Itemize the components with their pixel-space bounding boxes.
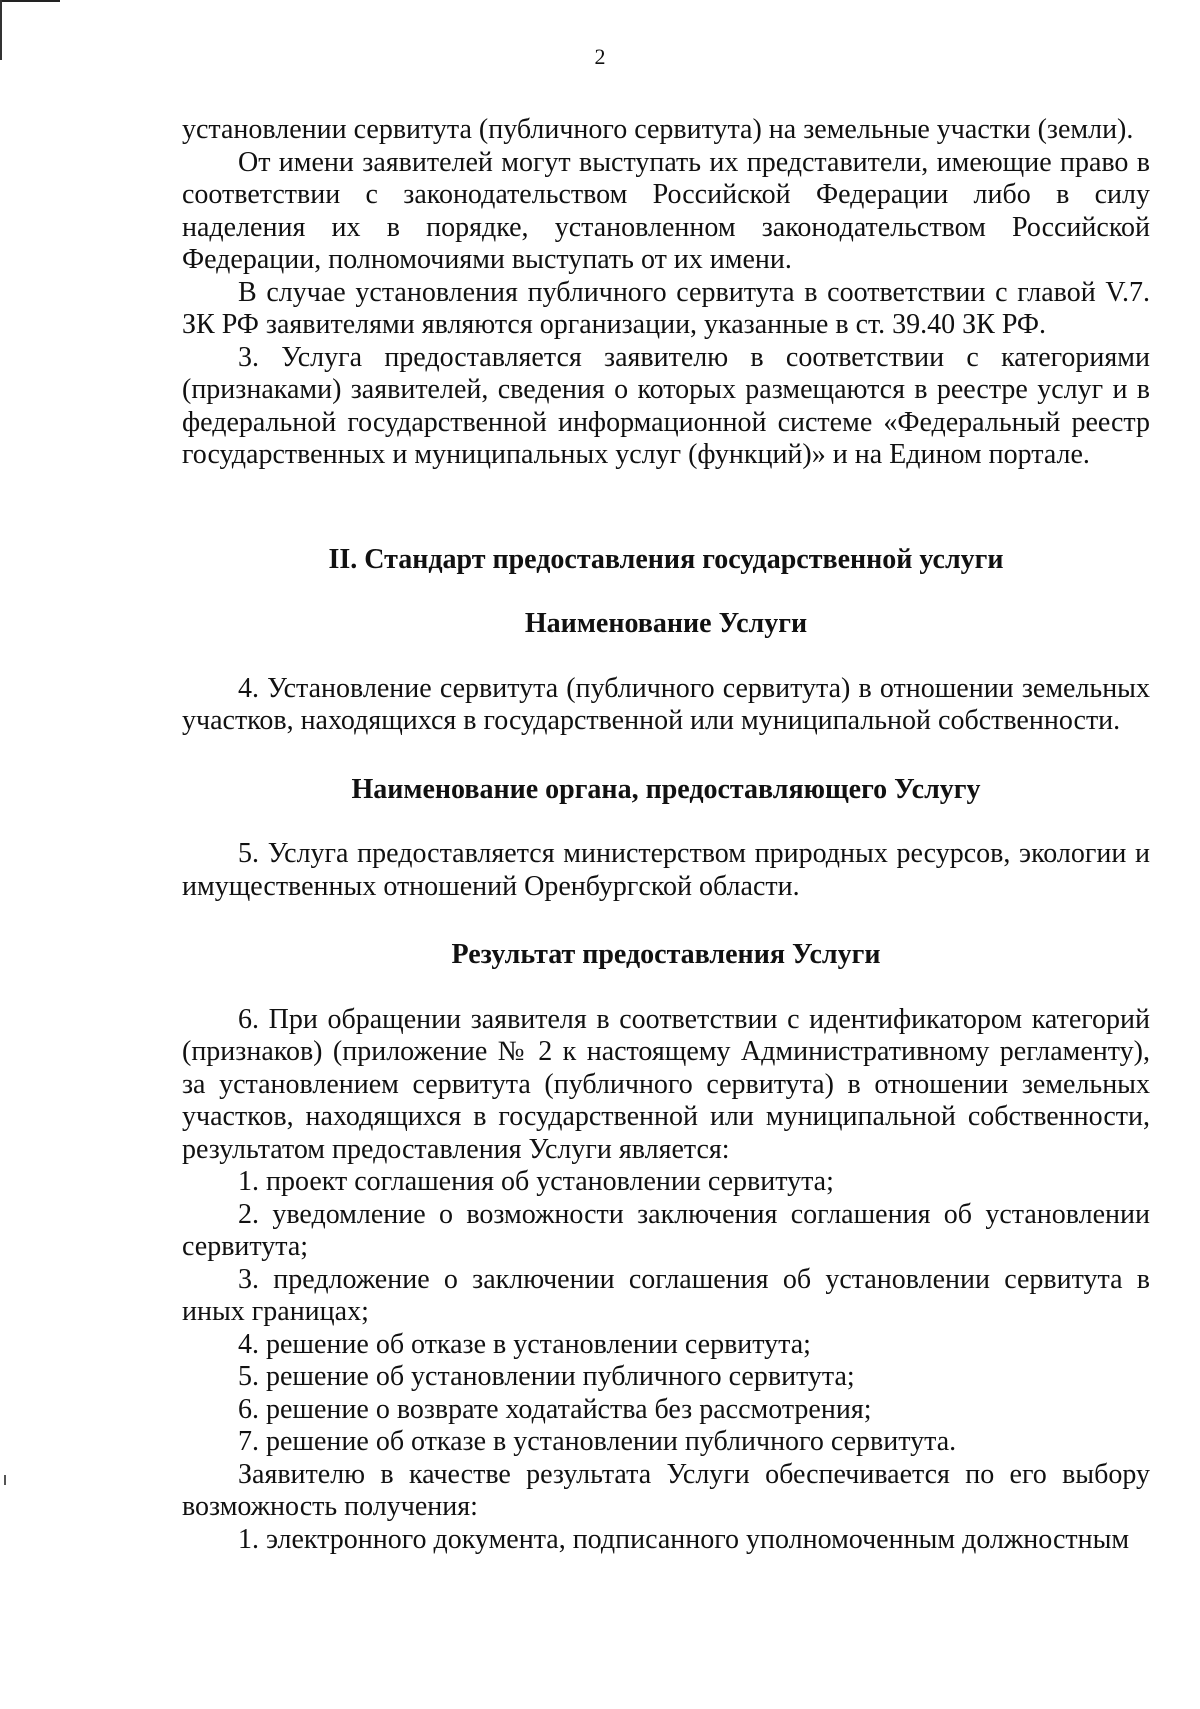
list-item: 1. проект соглашения об установлении сервитута; (238, 1166, 834, 1197)
scan-mark (4, 1475, 6, 1485)
heading-service-name: Наименование Услуги (524, 608, 808, 639)
paragraph-receipt: Заявителю в качестве результата Услуги обеспечивается по его выбору возможность получения: (182, 1458, 1150, 1522)
paragraph-item-4: 4. Установление сервитута (публичного сервитута) в отношении земельных участков, находящихся в государственной или муниципальной собственности. (182, 672, 1150, 736)
list-item: 3. предложение о заключении соглашения об установлении сервитута в иных границах; (182, 1263, 1150, 1327)
heading-result: Результат предоставления Услуги (451, 939, 881, 970)
page-number: 2 (594, 44, 606, 69)
paragraph-public-servitude: В случае установления публичного сервитута в соответствии с главой V.7. ЗК РФ заявителями являются организации, указанные в ст. 39.40 ЗК РФ. (182, 276, 1150, 340)
list-item: 2. уведомление о возможности заключения соглашения об установлении сервитута; (182, 1198, 1150, 1262)
paragraph-item-6: 6. При обращении заявителя в соответствии с идентификатором категорий (признаков) (приложение № 2 к настоящему Административному регламенту), за установлением сервитута (публичного сервитута) в отношении земельных участков, находящихся в государственной или муниципальной собственности, результатом предоставления Услуги является: (182, 1003, 1150, 1165)
section-title: II. Стандарт предоставления государственной услуги (328, 543, 1004, 575)
list-item: 1. электронного документа, подписанного уполномоченным должностным (238, 1523, 1130, 1555)
document-body (182, 114, 1150, 1556)
scan-edge-top (0, 0, 60, 2)
paragraph-continuation: установлении сервитута (публичного сервитута) на земельные участки (земли). (182, 114, 1134, 145)
list-item: 4. решение об отказе в установлении сервитута; (238, 1328, 811, 1360)
list-item: 5. решение об установлении публичного сервитута; (238, 1361, 855, 1392)
list-item: 6. решение о возврате ходатайства без рассмотрения; (238, 1393, 872, 1425)
paragraph-item-5: 5. Услуга предоставляется министерством природных ресурсов, экологии и имущественных отношений Оренбургской области. (182, 838, 1150, 902)
heading-organ: Наименование органа, предоставляющего Услугу (351, 773, 981, 805)
paragraph-item-3: 3. Услуга предоставляется заявителю в соответствии с категориями (признаками) заявителей, сведения о которых размещаются в реестре услуг и в федеральной государственной информационной системе «Федеральный реестр государственных и муниципальных услуг (функций)» и на Едином портале. (182, 341, 1150, 470)
list-item: 7. решение об отказе в установлении публичного сервитута. (238, 1426, 957, 1457)
paragraph-representatives: От имени заявителей могут выступать их представители, имеющие право в соответствии с законодательством Российской Федерации либо в силу наделения их в порядке, установленном законодательством Российской Федерации, полномочиями выступать от их имени. (182, 146, 1150, 275)
